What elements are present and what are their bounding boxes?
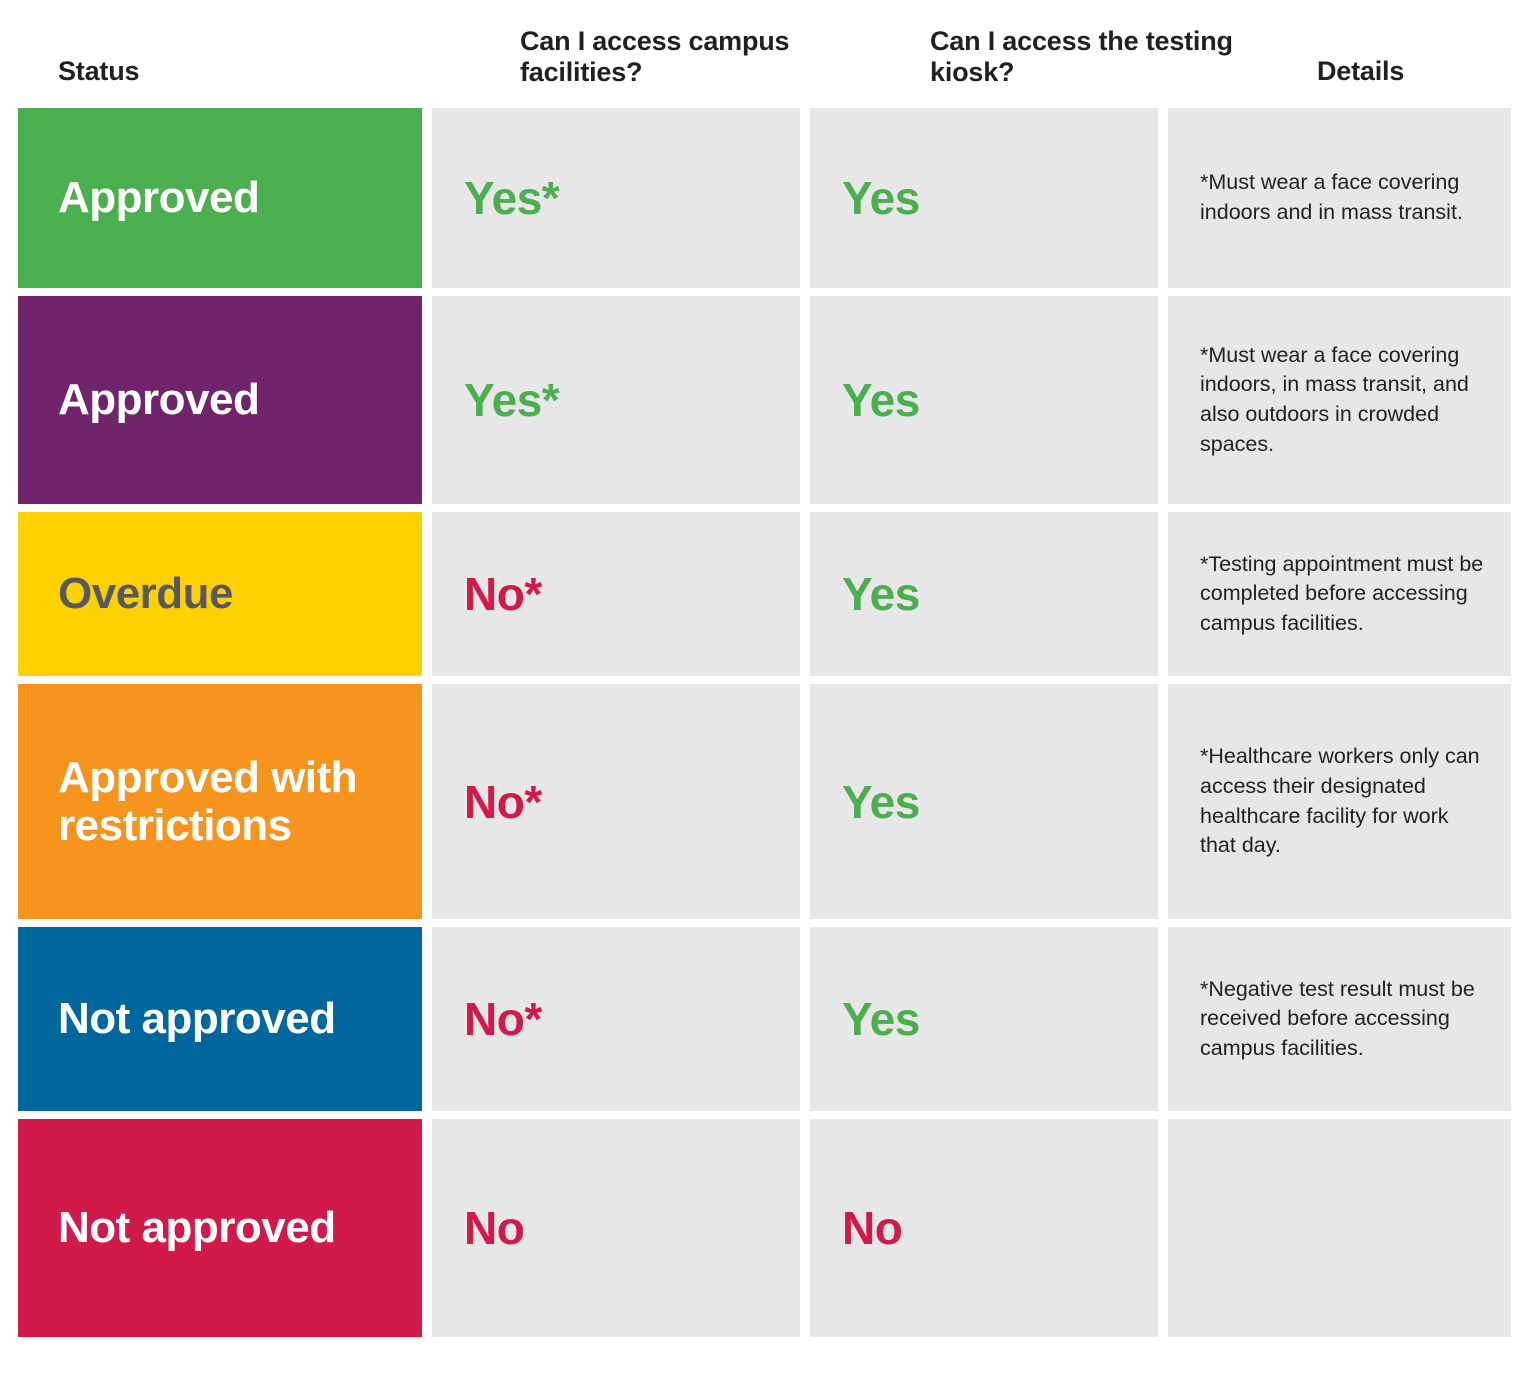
table-row bbox=[18, 684, 1511, 919]
campus-facilities-answer: No* bbox=[432, 512, 800, 676]
details-text bbox=[1168, 108, 1511, 288]
column-header-testing-kiosk: Can I access the testing kiosk? bbox=[930, 26, 1233, 88]
campus-facilities-answer: Yes* bbox=[432, 108, 800, 288]
table-body bbox=[18, 108, 1511, 1337]
status-badge: Approved with restrictions bbox=[18, 684, 422, 919]
status-badge: Approved bbox=[18, 296, 422, 504]
testing-kiosk-answer: Yes bbox=[810, 512, 1158, 676]
details-note: *Must wear a face covering indoors and in mass transit. bbox=[1200, 170, 1463, 224]
table-row bbox=[18, 927, 1511, 1111]
details-text bbox=[1168, 512, 1511, 676]
testing-kiosk-answer: Yes bbox=[810, 927, 1158, 1111]
status-badge: Approved bbox=[18, 108, 422, 288]
campus-facilities-answer: No* bbox=[432, 684, 800, 919]
column-header-campus-facilities: Can I access campus facilities? bbox=[520, 26, 790, 88]
table-row bbox=[18, 512, 1511, 676]
table-header-row bbox=[18, 0, 1511, 108]
details-note: *Testing appointment must be completed before accessing campus facilities. bbox=[1200, 551, 1484, 635]
testing-kiosk-answer: Yes bbox=[810, 684, 1158, 919]
status-badge: Not approved bbox=[18, 927, 422, 1111]
campus-facilities-answer: No* bbox=[432, 927, 800, 1111]
campus-facilities-answer: Yes* bbox=[432, 296, 800, 504]
details-note: *Negative test result must be received before accessing campus facilities. bbox=[1200, 976, 1475, 1060]
campus-facilities-answer: No bbox=[432, 1119, 800, 1337]
table-row bbox=[18, 1119, 1511, 1337]
details-text bbox=[1168, 927, 1511, 1111]
table-row bbox=[18, 108, 1511, 288]
details-text bbox=[1168, 1119, 1511, 1337]
table-row bbox=[18, 296, 1511, 504]
details-text bbox=[1168, 296, 1511, 504]
column-header-status: Status bbox=[58, 56, 140, 86]
testing-kiosk-answer: No bbox=[810, 1119, 1158, 1337]
details-note: *Must wear a face covering indoors, in mass transit, and also outdoors in crowded spaces. bbox=[1200, 342, 1469, 456]
status-badge: Not approved bbox=[18, 1119, 422, 1337]
testing-kiosk-answer: Yes bbox=[810, 108, 1158, 288]
details-text bbox=[1168, 684, 1511, 919]
status-badge: Overdue bbox=[18, 512, 422, 676]
column-header-details: Details bbox=[1317, 56, 1405, 86]
testing-kiosk-answer: Yes bbox=[810, 296, 1158, 504]
details-note: *Healthcare workers only can access their designated healthcare facility for work that day. bbox=[1200, 744, 1480, 858]
